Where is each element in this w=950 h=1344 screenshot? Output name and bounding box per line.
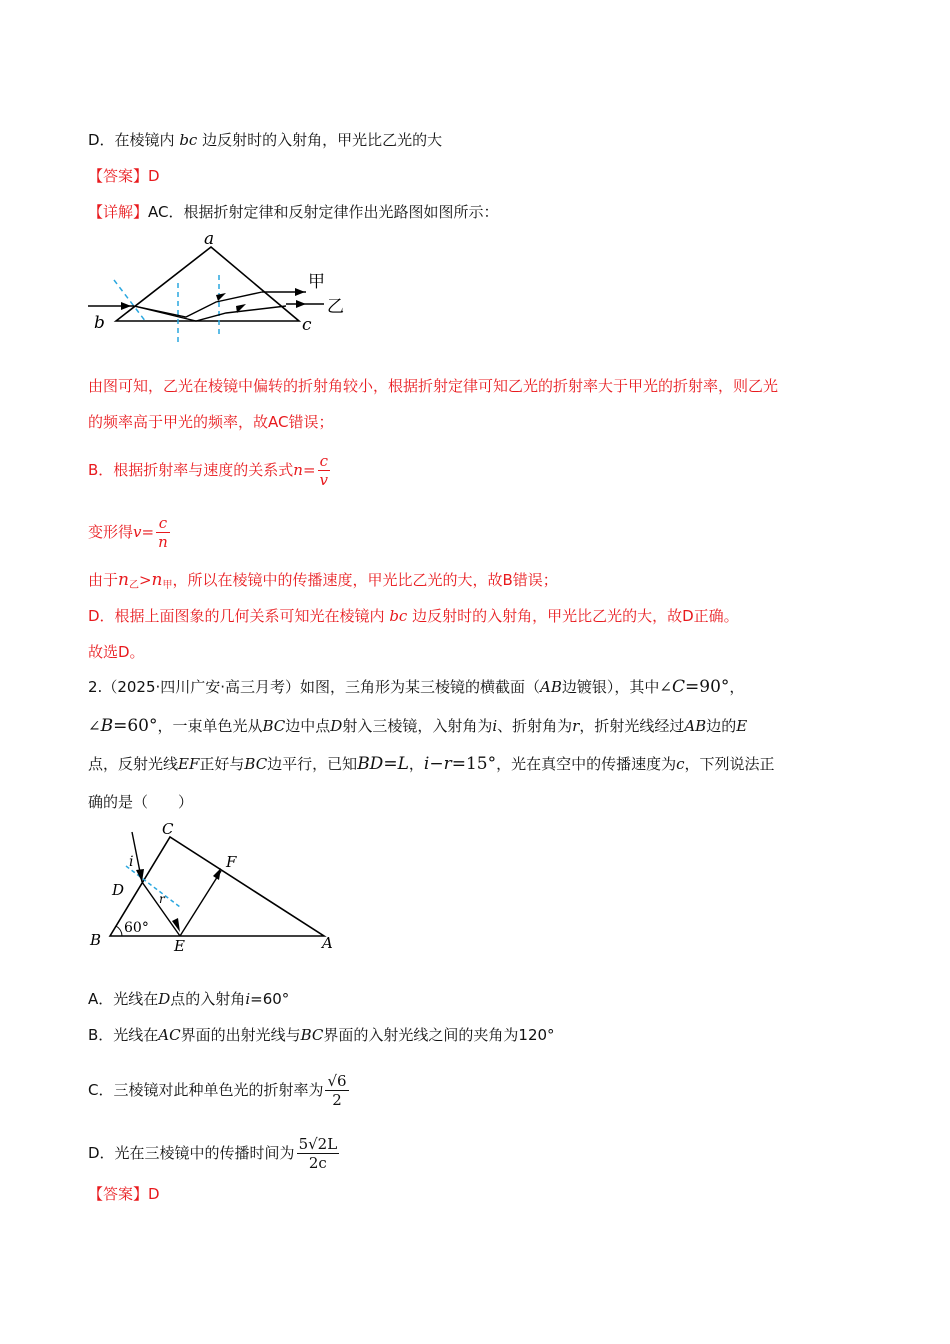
svg-text:F: F xyxy=(226,853,237,871)
prism-triangle xyxy=(116,247,299,321)
svg-text:60°: 60° xyxy=(124,920,149,936)
svg-text:A: A xyxy=(322,934,333,952)
detail-intro: 【详解】AC．根据折射定律和反射定律作出光路图如图所示： xyxy=(88,203,499,221)
explain-line-2: 的频率高于甲光的频率，故AC错误； xyxy=(88,413,334,431)
explain-line-1: 由图可知，乙光在棱镜中偏转的折射角较小，根据折射定律可知乙光的折射率大于甲光的折射率，则乙光 xyxy=(88,377,779,395)
fraction-c-over-v: $\frac{c}{v}$ xyxy=(319,452,329,489)
explain-since-line: 由于$n_乙>n_甲$，所以在棱镜中的传播速度，甲光比乙光的大，故B错误； xyxy=(88,570,558,591)
explain-d-line: D．根据上面图象的几何关系可知光在棱镜内 bc 边反射时的入射角，甲光比乙光的大，故D正确。 xyxy=(88,607,739,625)
fraction-time: $\frac{5√2L}{2c}$ xyxy=(298,1135,338,1172)
option-c[interactable]: C．三棱镜对此种单色光的折射率为 $\frac{√6}{2}$ xyxy=(88,1072,347,1109)
question2-line-3: 点，反射光线EF正好与BC边平行，已知BD=L，i−r=15°，光在真空中的传播速度为c，下列说法正 xyxy=(88,754,775,774)
triangle-prism-diagram xyxy=(86,820,346,955)
ray-jia-label: 甲 xyxy=(308,272,325,292)
prism-ray-diagram xyxy=(86,230,356,350)
option-b[interactable]: B．光线在AC界面的出射光线与BC界面的入射光线之间的夹角为120° xyxy=(88,1026,555,1044)
vertex-c-label: c xyxy=(302,315,312,335)
conclusion-line: 故选D。 xyxy=(88,643,145,661)
svg-text:B: B xyxy=(90,931,102,949)
svg-text:i: i xyxy=(129,854,134,870)
answer-line: 【答案】D xyxy=(88,167,160,185)
vertex-a-label: a xyxy=(204,230,215,249)
svg-text:C: C xyxy=(162,820,174,838)
explain-transform-line: 变形得v= $\frac{c}{n}$ xyxy=(88,514,168,551)
fraction-c-over-n: $\frac{c}{n}$ xyxy=(158,514,168,551)
ray-yi-label: 乙 xyxy=(327,297,344,317)
option-d-line: D．在棱镜内 bc 边反射时的入射角，甲光比乙光的大 xyxy=(88,131,443,149)
vertex-b-label: b xyxy=(94,313,105,333)
option-d[interactable]: D．光在三棱镜中的传播时间为 $\frac{5√2L}{2c}$ xyxy=(88,1135,338,1172)
question2-line-2: ∠B=60°，一束单色光从BC边中点D射入三棱镜，入射角为i、折射角为r，折射光线经过AB边的E xyxy=(88,716,748,736)
svg-text:E: E xyxy=(174,937,185,955)
normal-at-d xyxy=(126,866,180,907)
svg-text:D: D xyxy=(112,881,125,899)
question2-line-4: 确的是（ ） xyxy=(88,793,194,811)
question2-answer: 【答案】D xyxy=(88,1185,160,1203)
explain-b-line: B．根据折射率与速度的关系式n= $\frac{c}{v}$ xyxy=(88,452,329,489)
fraction-sqrt6-over-2: $\frac{√6}{2}$ xyxy=(327,1072,347,1109)
svg-text:r: r xyxy=(159,892,165,906)
question2-line-1: 2.（2025·四川广安·高三月考）如图，三角形为某三棱镜的横截面（AB边镀银），其中∠C=90°， xyxy=(88,677,745,697)
option-a[interactable]: A．光线在D点的入射角i=60° xyxy=(88,990,290,1008)
